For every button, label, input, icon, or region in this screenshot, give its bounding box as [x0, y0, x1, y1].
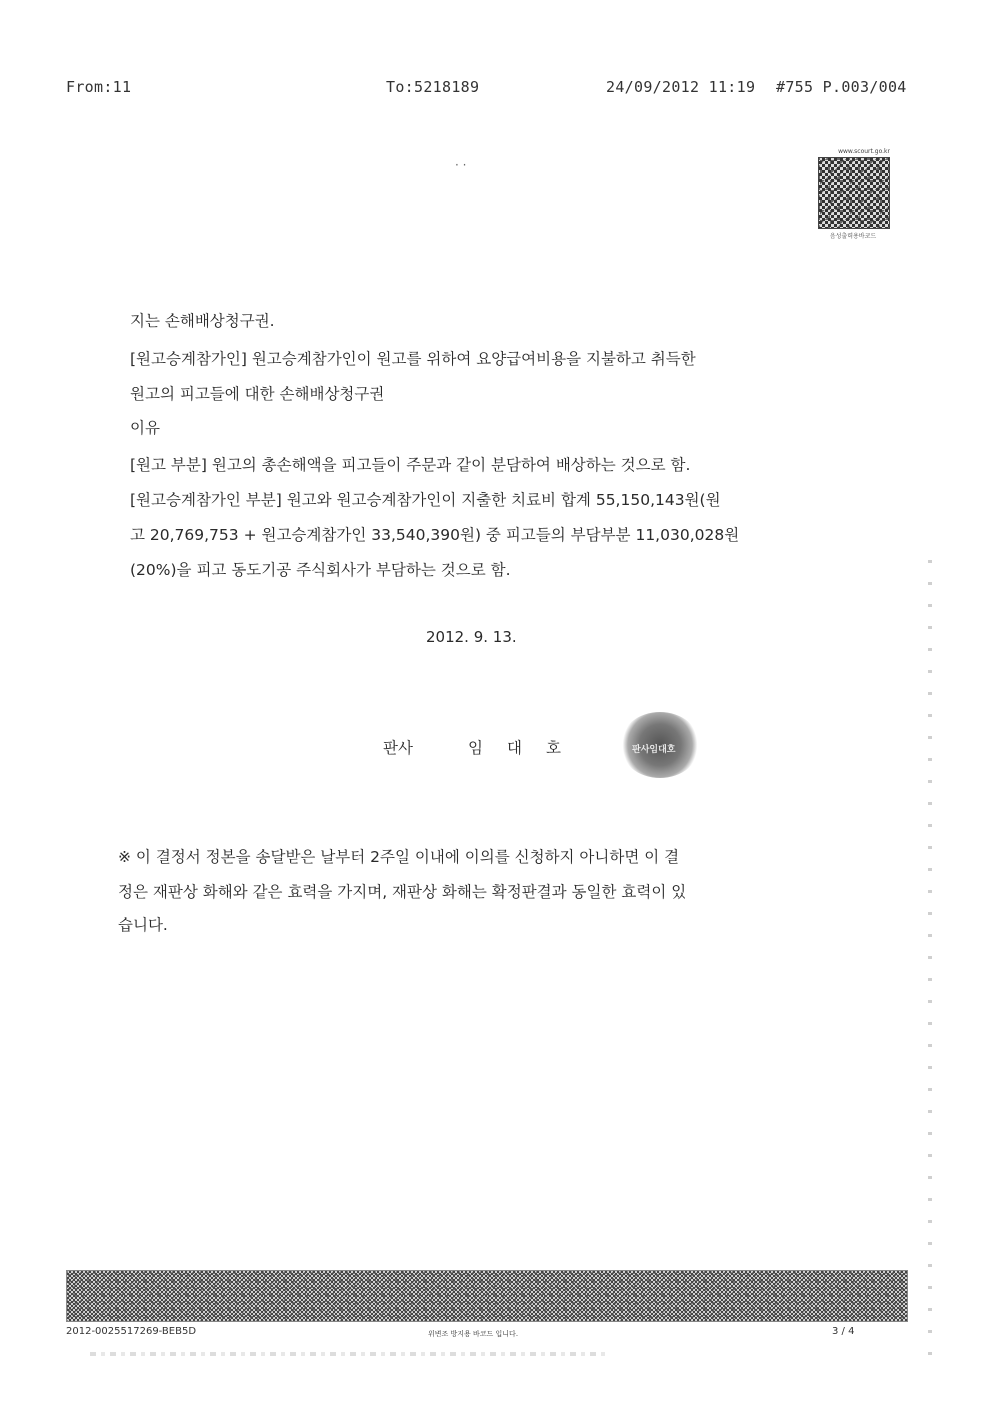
page-number: 3 / 4	[832, 1326, 855, 1337]
body-line: (20%)을 피고 동도기공 주식회사가 부담하는 것으로 함.	[130, 561, 511, 579]
document-id: 2012-0025517269-BEB5D	[66, 1326, 197, 1337]
notice-line: ※ 이 결정서 정본을 송달받은 날부터 2주일 이내에 이의를 신청하지 아니하면 이 결	[118, 848, 680, 866]
fax-from: From:11	[66, 78, 132, 96]
body-line: [원고승계참가인] 원고승계참가인이 원고를 위하여 요양급여비용을 지불하고 취득한	[130, 350, 696, 368]
notice-line: 습니다.	[118, 916, 168, 934]
fax-datetime: 24/09/2012 11:19	[606, 78, 756, 96]
decision-date: 2012. 9. 13.	[426, 628, 517, 646]
scan-edge-marks	[928, 560, 932, 1360]
body-line: 고 20,769,753 + 원고승계참가인 33,540,390원) 중 피고들의 부담부분 11,030,028원	[130, 526, 740, 544]
body-line: 원고의 피고들에 대한 손해배상청구권	[130, 385, 385, 403]
qr-caption: 음성출력용바코드	[829, 233, 877, 240]
stray-dots: · ·	[455, 158, 467, 172]
official-seal-icon	[620, 712, 700, 778]
anti-forgery-barcode-icon	[66, 1270, 908, 1322]
body-line: [원고 부분] 원고의 총손해액을 피고들이 주문과 같이 분담하여 배상하는 것으로 함.	[130, 456, 691, 474]
scan-noise-strip	[90, 1352, 610, 1356]
body-line: [원고승계참가인 부분] 원고와 원고승계참가인이 지출한 치료비 합계 55,150,143원(원	[130, 491, 721, 509]
seal-text: 판사임대호	[632, 745, 676, 755]
notice-line: 정은 재판상 화해와 같은 효력을 가지며, 재판상 화해는 확정판결과 동일한 효력이 있	[118, 883, 687, 901]
qr-url: www.scourt.go.kr	[838, 148, 890, 155]
body-line: 지는 손해배상청구권.	[130, 312, 275, 330]
fax-to: To:5218189	[386, 78, 480, 96]
barcode-caption: 위변조 방지용 바코드 입니다.	[428, 1330, 519, 1338]
section-heading-reason: 이유	[130, 419, 160, 437]
qr-code-block	[816, 148, 890, 240]
judge-title: 판사	[383, 739, 413, 757]
fax-page: #755 P.003/004	[776, 78, 907, 96]
fax-header	[66, 78, 906, 102]
judge-name: 임대호	[468, 739, 585, 757]
qr-code-icon	[818, 157, 890, 229]
